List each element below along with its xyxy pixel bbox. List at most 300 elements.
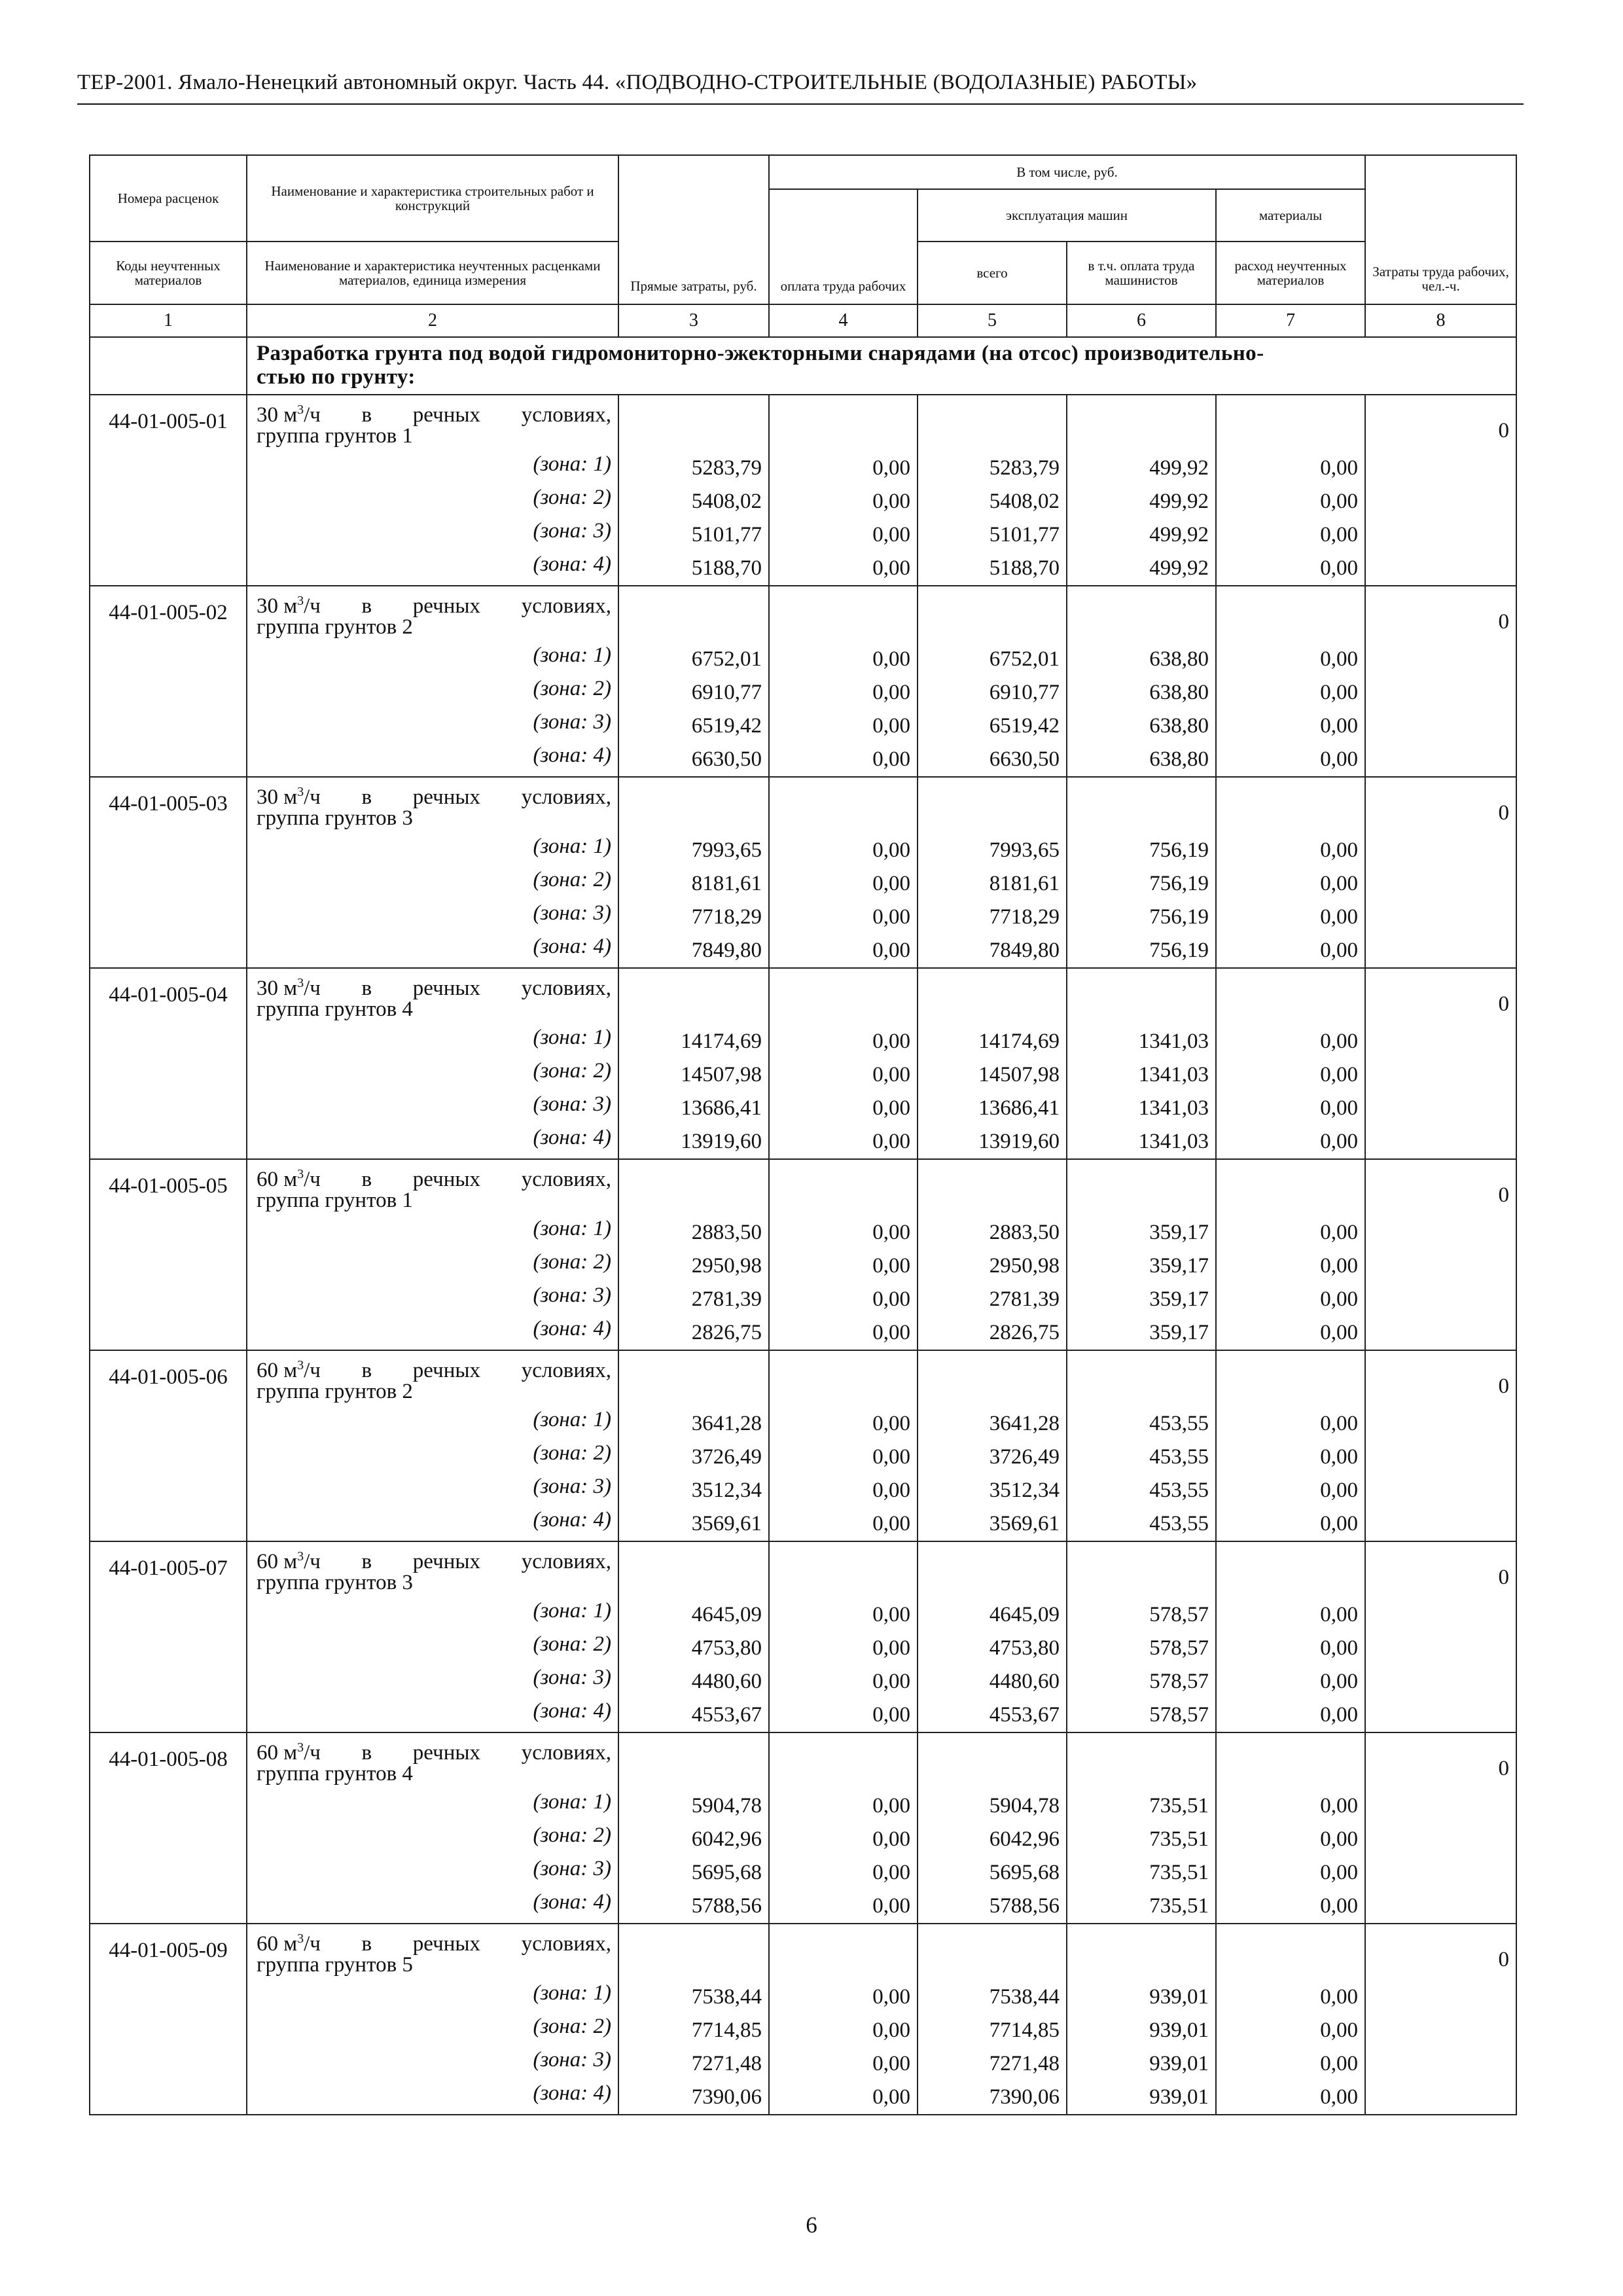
wages-value: 0,00	[872, 1096, 910, 1120]
operator-wages-value: 939,01	[1149, 1985, 1209, 2009]
machines-total-value: 5408,02	[989, 490, 1060, 513]
machines-total-value: 6752,01	[989, 647, 1060, 671]
row-spacer	[918, 969, 1060, 1025]
wages-value: 0,00	[872, 2018, 910, 2042]
operator-wages-value: 756,19	[1149, 838, 1209, 862]
operator-wages-value: 453,55	[1149, 1445, 1209, 1469]
machines-cell	[918, 1159, 1067, 1350]
machines-total-value: 6630,50	[989, 747, 1060, 771]
wages-value: 0,00	[872, 490, 910, 513]
rate-code: 44-01-005-06	[90, 1350, 247, 1541]
direct-cost-value: 5408,02	[691, 490, 762, 513]
zone-label: (зона: 1)	[533, 1026, 611, 1049]
direct-cost-value: 7390,06	[691, 2085, 762, 2109]
materials-value: 0,00	[1320, 1221, 1359, 1244]
zone-label: (зона: 2)	[533, 1823, 611, 1847]
zone-label: (зона: 1)	[533, 1599, 611, 1623]
row-spacer	[918, 395, 1060, 452]
labor-cost-value: 0	[1365, 777, 1516, 968]
rate-row	[90, 1350, 1516, 1541]
wages-value: 0,00	[872, 1512, 910, 1535]
operator-wages-value: 1341,03	[1138, 1063, 1209, 1086]
header-material-codes: Коды неучтенных материалов	[90, 242, 247, 304]
materials-value: 0,00	[1320, 1321, 1359, 1344]
materials-value: 0,00	[1320, 1287, 1359, 1311]
row-spacer	[1067, 1351, 1209, 1407]
soil-group: группа грунтов 5	[257, 1953, 413, 1977]
zone-label: (зона: 4)	[533, 1508, 611, 1532]
header-material-names: Наименование и характеристика неучтенных расценками материалов, единица измерения	[247, 242, 618, 304]
row-spacer	[770, 395, 910, 452]
rate-code: 44-01-005-07	[90, 1541, 247, 1732]
materials-cell	[1216, 1541, 1365, 1732]
wages-cell	[769, 777, 918, 968]
description-word: условиях,	[521, 594, 611, 618]
capacity	[257, 1741, 321, 1765]
description-word: в	[361, 1168, 372, 1191]
wages-value: 0,00	[872, 905, 910, 929]
zone-label: (зона: 3)	[533, 1092, 611, 1116]
labor-cost-value: 0	[1365, 968, 1516, 1159]
description-word: условиях,	[521, 977, 611, 1000]
row-spacer	[918, 1160, 1060, 1216]
zone-label: (зона: 2)	[533, 677, 611, 700]
machines-cell	[918, 1541, 1067, 1732]
zone-label: (зона: 3)	[533, 2048, 611, 2072]
wages-value: 0,00	[872, 1445, 910, 1469]
rates-table	[89, 154, 1517, 2115]
zone-label: (зона: 2)	[533, 1059, 611, 1083]
materials-value: 0,00	[1320, 1030, 1359, 1053]
wages-cell	[769, 1350, 918, 1541]
description-word: речных	[412, 403, 481, 427]
rate-code: 44-01-005-04	[90, 968, 247, 1159]
machines-total-value: 5904,78	[989, 1794, 1060, 1818]
capacity-value: 60	[257, 1932, 278, 1956]
zone-label: (зона: 2)	[533, 1632, 611, 1656]
operator-wages-value: 453,55	[1149, 1512, 1209, 1535]
description-word: условиях,	[521, 1359, 611, 1382]
unit-suffix: /ч	[304, 1741, 321, 1765]
capacity	[257, 594, 321, 618]
wages-value: 0,00	[872, 872, 910, 895]
wages-cell	[769, 1541, 918, 1732]
capacity	[257, 977, 321, 1000]
machines-total-value: 3641,28	[989, 1412, 1060, 1435]
direct-cost-value: 6042,96	[691, 1827, 762, 1851]
work-description	[247, 395, 618, 586]
operators-cell	[1067, 586, 1216, 777]
machines-total-value: 14174,69	[978, 1030, 1060, 1053]
machines-total-value: 3512,34	[989, 1479, 1060, 1502]
materials-cell	[1216, 1732, 1365, 1924]
operator-wages-value: 756,19	[1149, 939, 1209, 962]
description-word: условиях,	[521, 1932, 611, 1956]
machines-cell	[918, 1732, 1067, 1924]
operator-wages-value: 499,92	[1149, 523, 1209, 547]
labor-cost-value: 0	[1365, 395, 1516, 586]
zone-label: (зона: 1)	[533, 452, 611, 476]
operators-cell	[1067, 1159, 1216, 1350]
machines-cell	[918, 1924, 1067, 2115]
materials-value: 0,00	[1320, 838, 1359, 862]
description-line	[257, 1542, 611, 1573]
wages-value: 0,00	[872, 1985, 910, 2009]
rate-row	[90, 1541, 1516, 1732]
capacity-value: 60	[257, 1741, 278, 1765]
materials-value: 0,00	[1320, 939, 1359, 962]
row-spacer	[619, 586, 762, 643]
capacity	[257, 785, 321, 809]
unit-suffix: /ч	[304, 1359, 321, 1382]
unit-suffix: /ч	[304, 1168, 321, 1191]
machines-total-value: 6519,42	[989, 714, 1060, 738]
materials-cell	[1216, 586, 1365, 777]
row-spacer	[770, 1924, 910, 1981]
materials-cell	[1216, 777, 1365, 968]
header-machines-total: всего	[918, 242, 1067, 304]
column-number: 2	[247, 304, 618, 337]
machines-total-value: 7849,80	[989, 939, 1060, 962]
wages-value: 0,00	[872, 1063, 910, 1086]
operators-cell	[1067, 1350, 1216, 1541]
direct-cell	[618, 1924, 769, 2115]
zone-label: (зона: 2)	[533, 2015, 611, 2038]
rate-code: 44-01-005-05	[90, 1159, 247, 1350]
labor-cost-value: 0	[1365, 1350, 1516, 1541]
materials-value: 0,00	[1320, 1254, 1359, 1278]
row-spacer	[619, 395, 762, 452]
materials-value: 0,00	[1320, 1703, 1359, 1727]
operator-wages-value: 578,57	[1149, 1603, 1209, 1626]
operator-wages-value: 499,92	[1149, 556, 1209, 580]
row-spacer	[1217, 969, 1358, 1025]
wages-value: 0,00	[872, 714, 910, 738]
row-spacer	[1217, 1542, 1358, 1598]
row-spacer	[1067, 1542, 1209, 1598]
machines-total-value: 13919,60	[978, 1130, 1060, 1153]
column-number: 4	[769, 304, 918, 337]
row-spacer	[619, 969, 762, 1025]
row-spacer	[619, 1351, 762, 1407]
direct-cost-value: 2883,50	[691, 1221, 762, 1244]
work-description	[247, 1159, 618, 1350]
operator-wages-value: 359,17	[1149, 1221, 1209, 1244]
zone-label: (зона: 4)	[533, 1126, 611, 1149]
unit-superscript: 3	[297, 976, 304, 990]
machines-cell	[918, 395, 1067, 586]
zone-label: (зона: 3)	[533, 1475, 611, 1498]
operator-wages-value: 735,51	[1149, 1794, 1209, 1818]
unit-prefix: м	[283, 1932, 298, 1956]
direct-cost-value: 13686,41	[681, 1096, 762, 1120]
wages-value: 0,00	[872, 1254, 910, 1278]
zone-label: (зона: 4)	[533, 1699, 611, 1723]
machines-total-value: 3569,61	[989, 1512, 1060, 1535]
materials-value: 0,00	[1320, 2085, 1359, 2109]
materials-cell	[1216, 1350, 1365, 1541]
zone-label: (зона: 1)	[533, 1981, 611, 2005]
direct-cost-value: 4753,80	[691, 1636, 762, 1660]
operator-wages-value: 499,92	[1149, 490, 1209, 513]
direct-cost-value: 2781,39	[691, 1287, 762, 1311]
operator-wages-value: 359,17	[1149, 1287, 1209, 1311]
direct-cost-value: 6910,77	[691, 681, 762, 704]
direct-cost-value: 2826,75	[691, 1321, 762, 1344]
direct-cost-value: 3641,28	[691, 1412, 762, 1435]
wages-value: 0,00	[872, 747, 910, 771]
direct-cost-value: 7993,65	[691, 838, 762, 862]
machines-total-value: 4553,67	[989, 1703, 1060, 1727]
description-word: в	[361, 1932, 372, 1956]
section-title-row	[90, 337, 1516, 395]
row-spacer	[1217, 1733, 1358, 1789]
wages-value: 0,00	[872, 1827, 910, 1851]
description-word: в	[361, 1741, 372, 1765]
operator-wages-value: 453,55	[1149, 1412, 1209, 1435]
column-number: 5	[918, 304, 1067, 337]
materials-value: 0,00	[1320, 1894, 1359, 1918]
operator-wages-value: 735,51	[1149, 1894, 1209, 1918]
operators-cell	[1067, 777, 1216, 968]
direct-cell	[618, 777, 769, 968]
capacity-value: 60	[257, 1168, 278, 1191]
direct-cell	[618, 1350, 769, 1541]
wages-cell	[769, 1732, 918, 1924]
wages-value: 0,00	[872, 1030, 910, 1053]
unit-superscript: 3	[297, 1358, 304, 1372]
wages-cell	[769, 968, 918, 1159]
unit-superscript: 3	[297, 1549, 304, 1564]
zone-label: (зона: 1)	[533, 643, 611, 667]
wages-cell	[769, 1924, 918, 2115]
zone-label: (зона: 3)	[533, 1857, 611, 1880]
unit-prefix: м	[283, 594, 298, 618]
operator-wages-value: 453,55	[1149, 1479, 1209, 1502]
description-word: речных	[412, 1550, 481, 1573]
row-spacer	[1217, 1924, 1358, 1981]
zone-label: (зона: 4)	[533, 744, 611, 767]
zone-label: (зона: 4)	[533, 2081, 611, 2105]
machines-total-value: 3726,49	[989, 1445, 1060, 1469]
rate-row	[90, 777, 1516, 968]
unit-suffix: /ч	[304, 1550, 321, 1573]
machines-total-value: 2883,50	[989, 1221, 1060, 1244]
section-title	[247, 337, 1516, 395]
header-materials: материалы	[1216, 189, 1365, 242]
wages-value: 0,00	[872, 1603, 910, 1626]
column-number: 6	[1067, 304, 1216, 337]
unit-suffix: /ч	[304, 977, 321, 1000]
row-spacer	[1217, 586, 1358, 643]
row-spacer	[1217, 1351, 1358, 1407]
direct-cost-value: 3569,61	[691, 1512, 762, 1535]
table-header	[90, 155, 1516, 337]
description-line	[257, 1924, 611, 1956]
description-word: условиях,	[521, 1550, 611, 1573]
capacity	[257, 1168, 321, 1191]
description-word: речных	[412, 1741, 481, 1765]
direct-cell	[618, 1541, 769, 1732]
header-rule	[77, 103, 1524, 105]
row-spacer	[918, 1542, 1060, 1598]
unit-suffix: /ч	[304, 594, 321, 618]
machines-total-value: 5283,79	[989, 456, 1060, 480]
header-machines: эксплуатация машин	[918, 189, 1216, 242]
unit-superscript: 3	[297, 403, 304, 417]
row-spacer	[1217, 395, 1358, 452]
work-description	[247, 1541, 618, 1732]
description-word: речных	[412, 977, 481, 1000]
materials-value: 0,00	[1320, 1479, 1359, 1502]
description-word: в	[361, 594, 372, 618]
description-word: в	[361, 403, 372, 427]
row-spacer	[770, 969, 910, 1025]
capacity-value: 30	[257, 403, 278, 427]
description-line	[257, 1160, 611, 1191]
wages-value: 0,00	[872, 1221, 910, 1244]
direct-cost-value: 14174,69	[681, 1030, 762, 1053]
zone-label: (зона: 2)	[533, 868, 611, 891]
capacity	[257, 1359, 321, 1382]
materials-cell	[1216, 968, 1365, 1159]
materials-value: 0,00	[1320, 1603, 1359, 1626]
direct-cost-value: 4480,60	[691, 1670, 762, 1693]
description-word: условиях,	[521, 1741, 611, 1765]
row-spacer	[918, 1924, 1060, 1981]
row-spacer	[1067, 586, 1209, 643]
capacity-value: 30	[257, 977, 278, 1000]
zone-label: (зона: 3)	[533, 1666, 611, 1689]
machines-total-value: 7538,44	[989, 1985, 1060, 2009]
operator-wages-value: 756,19	[1149, 872, 1209, 895]
machines-total-value: 2950,98	[989, 1254, 1060, 1278]
zone-label: (зона: 4)	[533, 1317, 611, 1340]
operators-cell	[1067, 1732, 1216, 1924]
wages-value: 0,00	[872, 939, 910, 962]
header-operator-wages: в т.ч. оплата труда машинистов	[1067, 242, 1216, 304]
unit-superscript: 3	[297, 594, 304, 608]
row-spacer	[770, 586, 910, 643]
description-word: речных	[412, 785, 481, 809]
machines-total-value: 4480,60	[989, 1670, 1060, 1693]
wages-cell	[769, 586, 918, 777]
machines-total-value: 7714,85	[989, 2018, 1060, 2042]
capacity	[257, 1550, 321, 1573]
soil-group: группа грунтов 3	[257, 806, 413, 830]
unit-prefix: м	[283, 1741, 298, 1765]
machines-total-value: 14507,98	[978, 1063, 1060, 1086]
row-spacer	[1067, 778, 1209, 834]
unit-prefix: м	[283, 403, 298, 427]
row-spacer	[619, 778, 762, 834]
row-spacer	[1067, 1160, 1209, 1216]
unit-prefix: м	[283, 1550, 298, 1573]
operator-wages-value: 1341,03	[1138, 1130, 1209, 1153]
labor-cost-value: 0	[1365, 1541, 1516, 1732]
section-title-line: Разработка грунта под водой гидромониторно-эжекторными снарядами (на отсос) производительно-	[257, 342, 1264, 365]
materials-value: 0,00	[1320, 1512, 1359, 1535]
description-line	[257, 1351, 611, 1382]
wages-value: 0,00	[872, 1861, 910, 1884]
materials-cell	[1216, 1159, 1365, 1350]
machines-cell	[918, 586, 1067, 777]
materials-value: 0,00	[1320, 523, 1359, 547]
soil-group: группа грунтов 2	[257, 615, 413, 639]
materials-value: 0,00	[1320, 1130, 1359, 1153]
header-rate-numbers: Номера расценок	[90, 155, 247, 242]
zone-label: (зона: 3)	[533, 1283, 611, 1307]
machines-total-value: 6910,77	[989, 681, 1060, 704]
machines-total-value: 7271,48	[989, 2052, 1060, 2075]
zone-label: (зона: 3)	[533, 519, 611, 543]
rate-code: 44-01-005-09	[90, 1924, 247, 2115]
work-description	[247, 586, 618, 777]
description-word: речных	[412, 1932, 481, 1956]
header-material-consumption: расход неучтенных материалов	[1216, 242, 1365, 304]
zone-label: (зона: 1)	[533, 1217, 611, 1240]
materials-cell	[1216, 395, 1365, 586]
direct-cost-value: 5695,68	[691, 1861, 762, 1884]
row-spacer	[770, 1733, 910, 1789]
wages-value: 0,00	[872, 1670, 910, 1693]
rate-code: 44-01-005-02	[90, 586, 247, 777]
materials-value: 0,00	[1320, 2052, 1359, 2075]
direct-cell	[618, 586, 769, 777]
description-word: условиях,	[521, 785, 611, 809]
materials-value: 0,00	[1320, 1794, 1359, 1818]
direct-cost-value: 7538,44	[691, 1985, 762, 2009]
description-word: в	[361, 1550, 372, 1573]
materials-value: 0,00	[1320, 747, 1359, 771]
machines-cell	[918, 968, 1067, 1159]
machines-total-value: 7718,29	[989, 905, 1060, 929]
direct-cost-value: 13919,60	[681, 1130, 762, 1153]
zone-label: (зона: 1)	[533, 1408, 611, 1431]
unit-suffix: /ч	[304, 1932, 321, 1956]
row-spacer	[619, 1160, 762, 1216]
machines-total-value: 7390,06	[989, 2085, 1060, 2109]
materials-value: 0,00	[1320, 1445, 1359, 1469]
direct-cell	[618, 968, 769, 1159]
header-labor-costs: Затраты труда рабочих, чел.-ч.	[1365, 155, 1516, 304]
description-word: условиях,	[521, 403, 611, 427]
direct-cost-value: 14507,98	[681, 1063, 762, 1086]
wages-value: 0,00	[872, 1794, 910, 1818]
header-work-name: Наименование и характеристика строительных работ и конструкций	[247, 155, 618, 242]
rate-row	[90, 1732, 1516, 1924]
operator-wages-value: 939,01	[1149, 2018, 1209, 2042]
capacity-value: 30	[257, 594, 278, 618]
labor-cost-value: 0	[1365, 1924, 1516, 2115]
row-spacer	[770, 1542, 910, 1598]
rate-code: 44-01-005-01	[90, 395, 247, 586]
materials-value: 0,00	[1320, 872, 1359, 895]
materials-value: 0,00	[1320, 1670, 1359, 1693]
header-direct-costs: Прямые затраты, руб.	[618, 155, 769, 304]
machines-total-value: 5788,56	[989, 1894, 1060, 1918]
wages-value: 0,00	[872, 647, 910, 671]
description-word: в	[361, 977, 372, 1000]
capacity	[257, 403, 321, 427]
wages-value: 0,00	[872, 2085, 910, 2109]
materials-value: 0,00	[1320, 456, 1359, 480]
row-spacer	[770, 778, 910, 834]
zone-label: (зона: 3)	[533, 901, 611, 925]
direct-cost-value: 6519,42	[691, 714, 762, 738]
materials-value: 0,00	[1320, 681, 1359, 704]
row-spacer	[1067, 1924, 1209, 1981]
